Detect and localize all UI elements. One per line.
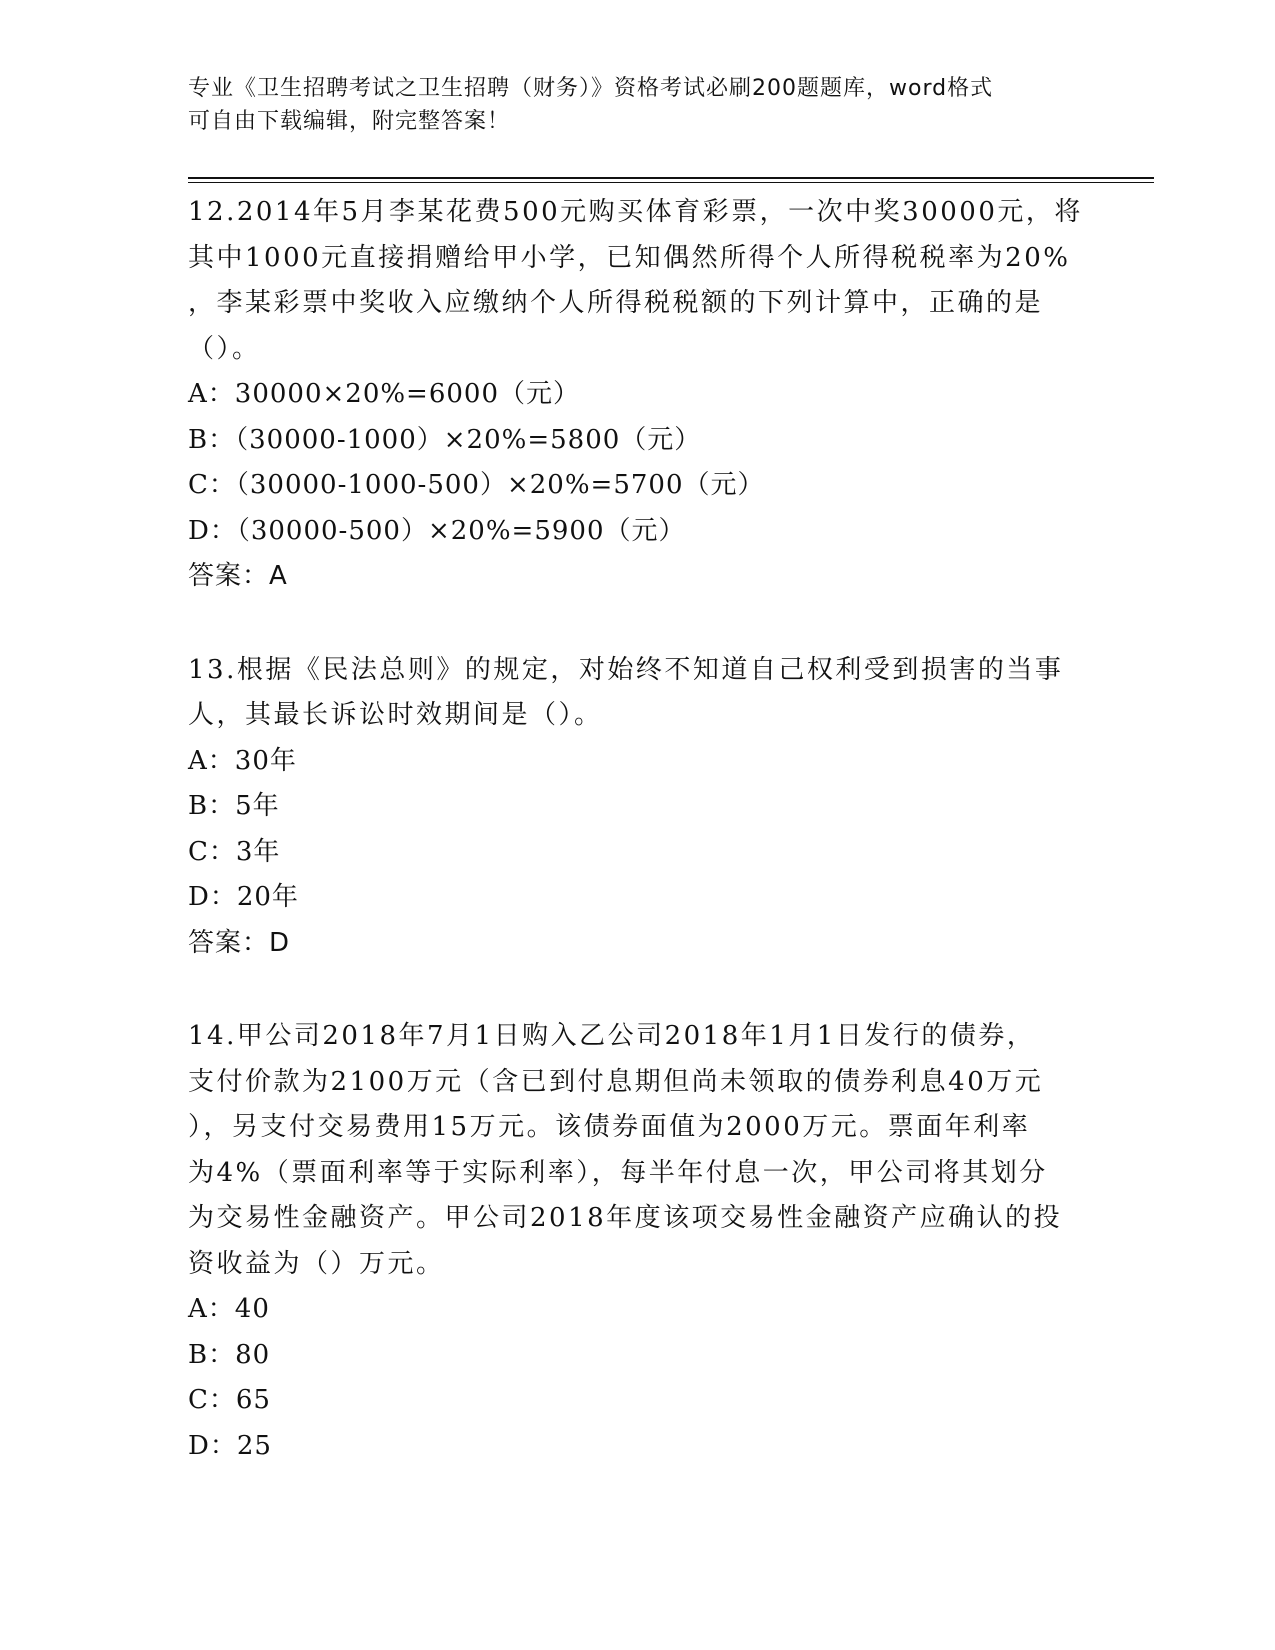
option-d: D：（30000-500）×20%=5900（元） — [188, 515, 686, 546]
header-divider-thick — [188, 177, 1154, 179]
header-divider-thin — [188, 182, 1154, 183]
option-a: A：40 — [188, 1294, 270, 1324]
stem-line: 14.甲公司2018年7月1日购入乙公司2018年1月1日发行的债券， — [188, 1021, 1036, 1051]
option-b: B：5年 — [188, 791, 280, 821]
option-c: C：65 — [188, 1385, 271, 1415]
question-14 — [188, 1014, 1088, 1469]
option-c: C：（30000-1000-500）×20%=5700（元） — [188, 470, 765, 500]
stem-line: 支付价款为2100万元（含已到付息期但尚未领取的债券利息40万元 — [188, 1066, 1044, 1097]
answer-label: 答案：D — [188, 927, 291, 958]
stem-line: 12.2014年5月李某花费500元购买体育彩票，一次中奖30000元，将 — [188, 197, 1083, 227]
header-line-2: 可自由下载编辑，附完整答案！ — [188, 109, 511, 134]
stem-line: 人，其最长诉讼时效期间是（）。 — [188, 700, 603, 730]
option-b: B：（30000-1000）×20%=5800（元） — [188, 424, 702, 455]
stem-line: 资收益为（）万元。 — [188, 1248, 445, 1279]
stem-line: 为4%（票面利率等于实际利率），每半年付息一次，甲公司将其划分 — [188, 1157, 1048, 1188]
stem-line: ），另支付交易费用15万元。该债券面值为2000万元。票面年利率 — [188, 1112, 1031, 1142]
question-stem — [188, 1014, 1088, 1287]
question-stem — [188, 190, 1088, 372]
document-header — [188, 72, 1068, 138]
question-list — [188, 190, 1088, 1517]
stem-line: （）。 — [188, 333, 261, 364]
stem-line: 其中1000元直接捐赠给甲小学，已知偶然所得个人所得税税率为20% — [188, 242, 1071, 273]
option-a: A：30000×20%=6000（元） — [188, 379, 581, 409]
question-13 — [188, 648, 1088, 967]
option-d: D：20年 — [188, 882, 299, 912]
stem-line: 为交易性金融资产。甲公司2018年度该项交易性金融资产应确认的投 — [188, 1203, 1063, 1233]
answer-label: 答案：A — [188, 561, 288, 591]
stem-line: ，李某彩票中奖收入应缴纳个人所得税税额的下列计算中，正确的是 — [188, 288, 1044, 318]
option-d: D：25 — [188, 1430, 272, 1461]
question-stem — [188, 648, 1088, 739]
header-line-1: 专业《卫生招聘考试之卫生招聘（财务）》资格考试必刷200题题库，word格式 — [188, 76, 994, 101]
stem-line: 13.根据《民法总则》的规定，对始终不知道自己权利受到损害的当事 — [188, 654, 1064, 685]
option-a: A：30年 — [188, 745, 297, 776]
option-b: B：80 — [188, 1339, 271, 1370]
option-c: C：3年 — [188, 836, 281, 867]
question-12 — [188, 190, 1088, 600]
